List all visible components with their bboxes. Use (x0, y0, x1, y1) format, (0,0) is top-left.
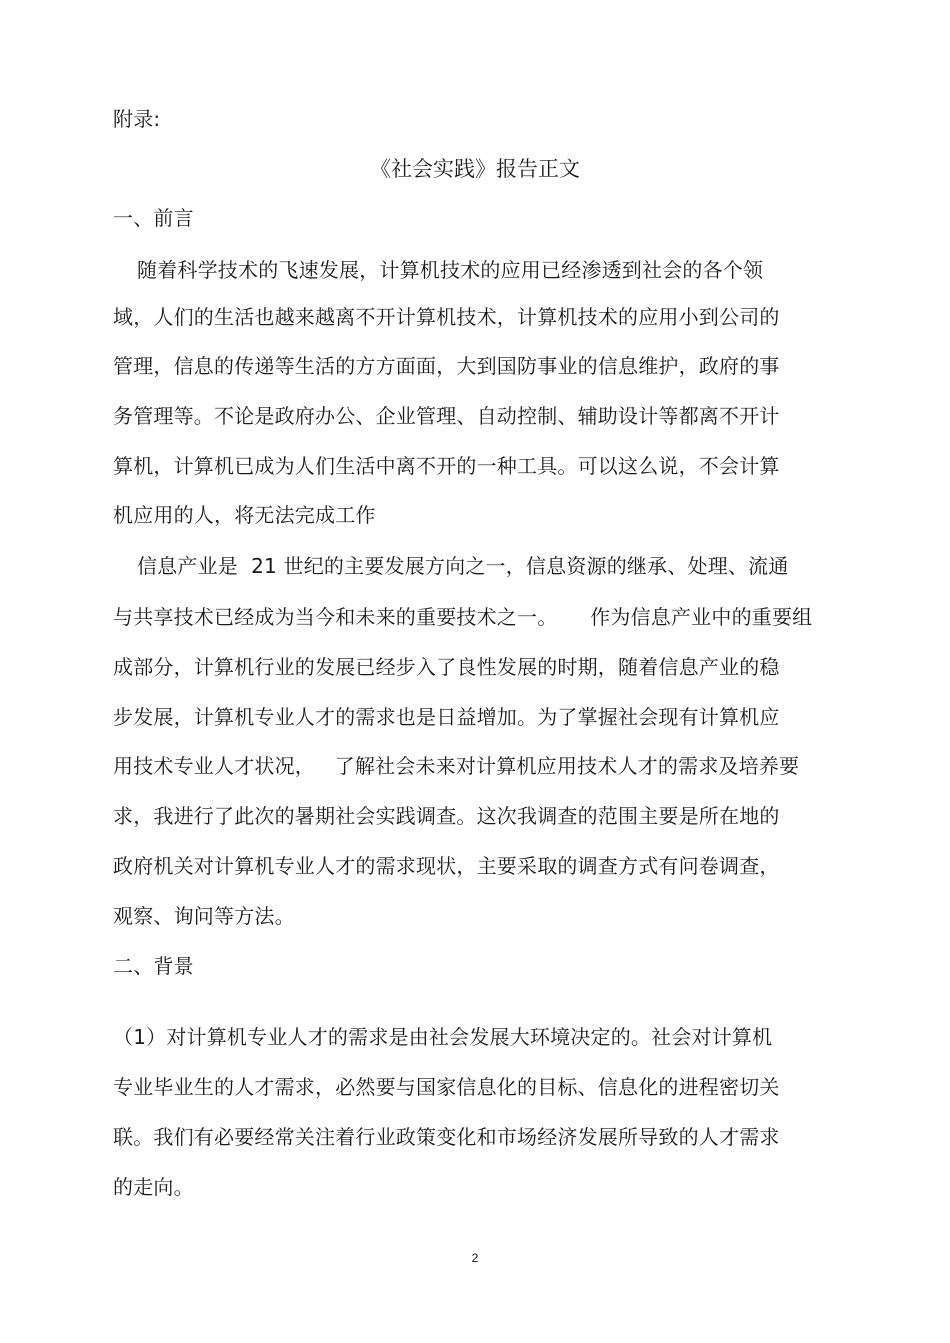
paragraph-line: 随着科学技术的飞速发展，计算机技术的应用已经渗透到社会的各个领 (137, 258, 764, 282)
paragraph-line: 的走向。 (113, 1175, 194, 1199)
page-number: 2 (471, 1251, 479, 1265)
paragraph-line: 政府机关对计算机专业人才的需求现状，主要采取的调查方式有问卷调查， (113, 854, 780, 878)
paragraph-line: 联。我们有必要经常关注着行业政策变化和市场经济发展所导致的人才需求 (113, 1125, 780, 1149)
paragraph-line: 用技术专业人才状况， 了解社会未来对计算机应用技术人才的需求及培养要 (113, 754, 800, 778)
document-title: 《社会实践》报告正文 (370, 157, 580, 181)
appendix-label: 附录: (113, 107, 161, 131)
paragraph-line: 算机，计算机已成为人们生活中离不开的一种工具。可以这么说，不会计算 (113, 454, 780, 478)
paragraph-line: 机应用的人，将无法完成工作 (113, 503, 376, 527)
paragraph-line: 成部分，计算机行业的发展已经步入了良性发展的时期，随着信息产业的稳 (113, 655, 780, 679)
paragraph-line: 管理，信息的传递等生活的方方面面，大到国防事业的信息维护，政府的事 (113, 354, 780, 378)
paragraph-line: 与共享技术已经成为当今和未来的重要技术之一。 作为信息产业中的重要组 (113, 605, 813, 629)
section-heading-background: 二、背景 (113, 954, 194, 978)
paragraph-line: 域，人们的生活也越来越离不开计算机技术，计算机技术的应用小到公司的 (113, 305, 780, 329)
paragraph-line: 观察、询问等方法。 (113, 904, 295, 928)
section-heading-preface: 一、前言 (113, 206, 194, 230)
paragraph-line: 步发展，计算机专业人才的需求也是日益增加。为了掌握社会现有计算机应 (113, 705, 780, 729)
paragraph-line: 求，我进行了此次的暑期社会实践调查。这次我调查的范围主要是所在地的 (113, 804, 780, 828)
paragraph-line: 专业毕业生的人才需求，必然要与国家信息化的目标、信息化的进程密切关 (113, 1075, 780, 1099)
paragraph-line: （1）对计算机专业人才的需求是由社会发展大环境决定的。社会对计算机 (113, 1025, 773, 1049)
paragraph-line: 信息产业是 21 世纪的主要发展方向之一，信息资源的继承、处理、流通 (137, 554, 789, 578)
paragraph-line: 务管理等。不论是政府办公、企业管理、自动控制、辅助设计等都离不开计 (113, 404, 780, 428)
